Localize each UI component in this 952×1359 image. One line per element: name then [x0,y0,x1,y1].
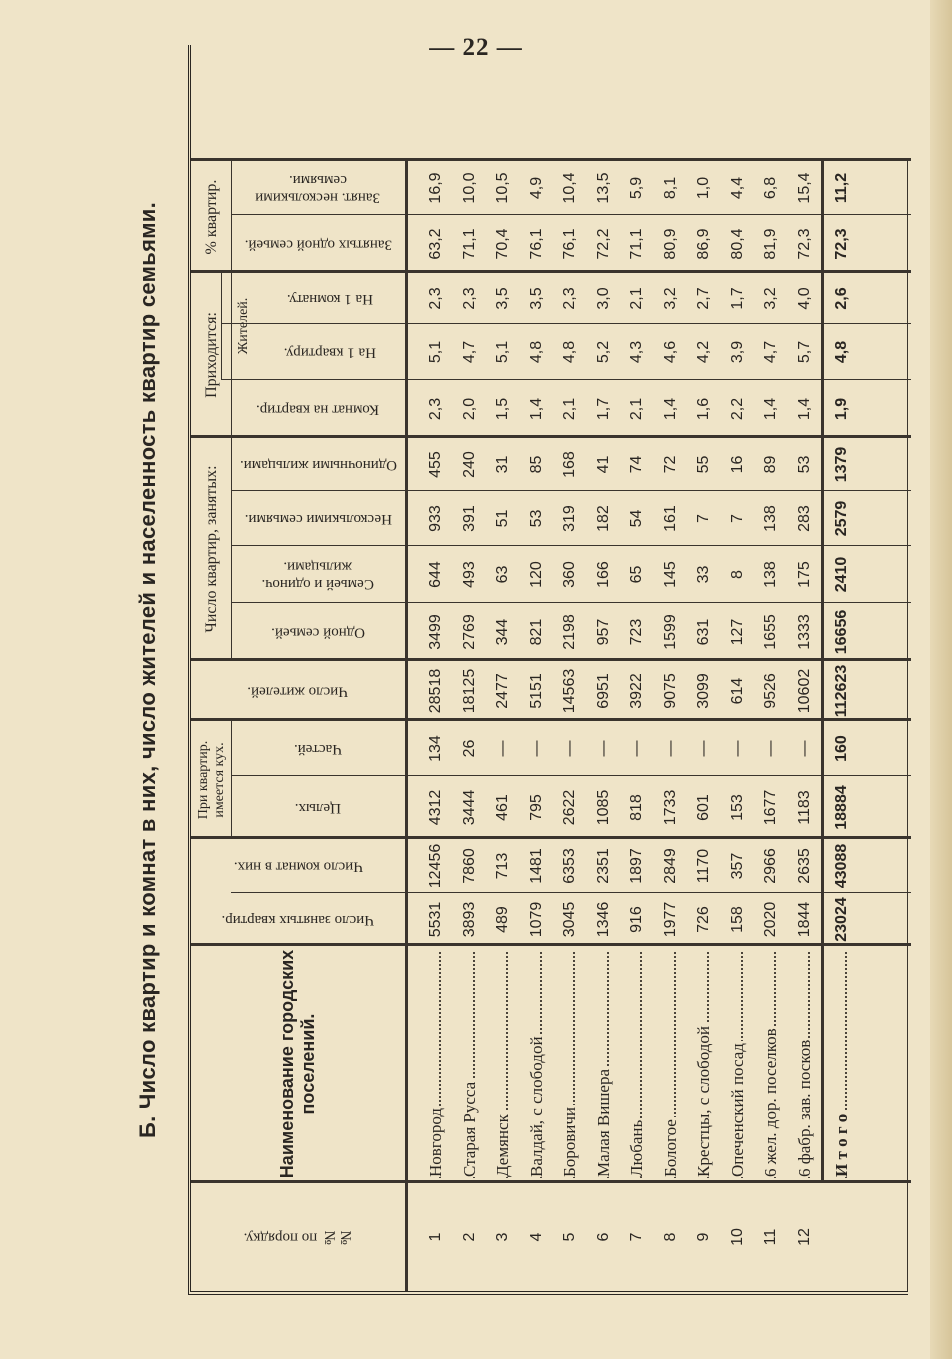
cell-pct-sev: 10,5 [494,172,511,204]
header-res-per-room [259,275,401,322]
cell-pct-sev: 4,9 [527,176,545,200]
cell-pct-sev: 4,4 [728,176,746,200]
cell-singles: 74 [628,455,645,474]
header-pct-one-text: Занятых одной семьей. [244,236,392,253]
cell-k-part: 134 [427,735,444,762]
header-pct-several-text: Занят. несколькими семьями. [255,172,381,206]
cell-rooms: 713 [494,852,511,880]
cell-rooms: 2351 [594,848,612,884]
cell-singles: 53 [795,455,813,474]
cell-one: 821 [527,618,545,646]
cell-several: 182 [594,505,612,532]
settlement-name: Малая Вишера [593,1068,613,1177]
row-name [788,946,821,1183]
cell-residents: 3099 [695,673,712,709]
row-number: 11 [762,1228,779,1246]
cell-res-apt: 5,2 [594,340,612,364]
cell-rooms: 1170 [695,848,712,884]
cell-pct-one: 72,3 [795,228,813,260]
cell-res-apt: 5,1 [427,340,444,364]
cell-residents: 614 [728,677,746,705]
header-pct-one [235,217,401,271]
row-number: 6 [594,1232,612,1242]
header-no [195,1187,401,1287]
cell-occupied: 1079 [527,901,545,938]
cell-occupied: 489 [494,906,511,933]
cell-res-room: 4,0 [795,287,813,310]
row-name [620,946,653,1183]
cell-k-whole: 1677 [762,789,779,826]
header-apt-several-text: Несколькими семьями. [244,511,392,528]
total-label [825,946,858,1183]
cell-one: 1599 [661,614,679,650]
row-name [754,946,787,1183]
cell-fam-single: 138 [762,561,779,588]
header-residents-text: Число жителей. [247,683,349,700]
cell-rpa: 1,4 [661,397,679,421]
header-kitchens-part-text: Частей. [293,741,343,758]
cell-res-room: 3,2 [762,287,779,310]
cell-res-room: 2,3 [460,287,478,310]
settlement-name: Крестцы, с слободой [694,1025,713,1177]
cell-residents: 10602 [795,668,813,714]
cell-residents: 9075 [661,673,679,709]
total-occupied: 23024 [833,897,850,942]
cell-several: 161 [661,505,679,532]
cell-singles: 240 [460,451,478,478]
cell-several: 391 [460,505,478,532]
cell-rooms: 2849 [661,848,679,884]
cell-pct-sev: 15,4 [795,172,813,204]
row-number: 9 [695,1232,712,1242]
cell-several: 283 [795,505,813,532]
settlement-name: Боровичи [560,1106,579,1177]
cell-occupied: 1346 [594,901,612,938]
row-number: 5 [561,1232,578,1242]
cell-res-room: 1,7 [728,287,746,310]
cell-rpa: 2,2 [728,397,746,421]
cell-several: 138 [762,505,779,532]
header-divider [405,161,408,1291]
total-several: 2579 [833,500,850,537]
row-number: 1 [427,1232,444,1242]
total-fam-single: 2410 [833,556,850,593]
total-pct-sev: 11,2 [833,172,850,204]
cell-singles: 168 [561,451,578,478]
header-no-text: №№ по порядку. [243,1229,353,1246]
table-title: Б. Число квартир и комнат в них, число жителей и населенность квартир семьями. [135,201,160,1139]
cell-residents: 3922 [628,673,645,709]
cell-res-apt: 4,3 [628,340,645,364]
row-name [486,946,519,1183]
cell-k-part: — [728,740,746,757]
settlement-name: 6 фабр. зав. посков [794,1039,814,1177]
cell-occupied: 3893 [460,901,478,938]
cell-singles: 85 [527,455,545,474]
total-rpa: 1,9 [833,397,850,421]
header-pct-several [235,163,401,213]
header-occupied-text: Число занятых квартир. [221,912,375,929]
cell-residents: 9526 [762,673,779,709]
cell-pct-one: 71,1 [460,228,478,260]
row-number: 10 [728,1228,746,1246]
cell-res-apt: 4,2 [695,340,712,364]
cell-k-whole: 3444 [460,789,478,826]
cell-several: 54 [628,509,645,528]
cell-pct-sev: 10,0 [460,172,478,204]
cell-pct-sev: 8,1 [661,176,679,200]
cell-rpa: 1,4 [527,397,545,421]
cell-pct-one: 71,1 [628,228,645,260]
cell-several: 51 [494,509,511,528]
cell-pct-sev: 10,4 [561,172,578,204]
cell-one: 957 [594,618,612,646]
header-apartments-group: Число квартир, занятых: [202,465,220,633]
cell-rpa: 1,5 [494,397,511,421]
group-header-divider [231,438,232,661]
header-apt-one-family-text: Одной семьей. [271,624,365,641]
cell-rpa: 2,1 [628,397,645,421]
header-res-per-apt-text: На 1 квартиру. [283,344,377,361]
header-residents [195,663,401,719]
cell-k-part: — [594,740,612,757]
cell-pct-sev: 1,0 [695,176,712,200]
cell-rpa: 2,1 [561,397,578,421]
cell-rooms: 7860 [460,848,478,884]
cell-several: 933 [427,505,444,532]
cell-one: 631 [695,618,712,646]
cell-pct-one: 70,4 [494,228,511,260]
header-kitchens-whole [235,778,401,837]
row-number: 3 [494,1232,511,1242]
cell-pct-one: 86,9 [695,228,712,260]
total-res-room: 2,6 [833,287,850,310]
header-rooms-per-apt [235,382,401,436]
total-one: 16656 [833,609,850,655]
header-kitchens-part [235,723,401,774]
cell-res-room: 2,3 [561,287,578,310]
header-apt-singles-text: Одиночными жильцами. [239,457,397,474]
cell-one: 1655 [762,614,779,650]
cell-rpa: 2,0 [460,397,478,421]
cell-rpa: 2,3 [427,397,444,421]
row-number: 2 [460,1232,478,1242]
cell-fam-single: 360 [561,561,578,588]
cell-fam-single: 175 [795,561,813,588]
total-label-text: И т о г о [832,1113,851,1177]
cell-res-room: 2,3 [427,287,444,310]
paper-edge [930,0,952,1359]
cell-k-whole: 818 [628,794,645,821]
cell-res-room: 3,2 [661,287,679,310]
cell-singles: 89 [762,455,779,474]
cell-k-part: — [494,740,511,757]
total-k-part: 160 [833,735,850,762]
cell-rooms: 2966 [762,848,779,884]
cell-residents: 2477 [494,673,511,709]
cell-rooms: 1481 [527,848,545,884]
cell-singles: 55 [695,455,712,474]
total-res-apt: 4,8 [833,340,850,364]
row-name [520,946,553,1183]
header-residents-group: Жителей. [235,297,251,355]
settlement-name: 6 жел. дор. поселков [761,1028,780,1177]
row-name [587,946,620,1183]
cell-rooms: 6353 [561,848,578,884]
table-bottom-line [907,161,908,1291]
cell-k-part: — [695,740,712,757]
cell-occupied: 3045 [561,901,578,938]
cell-pct-one: 72,2 [594,228,612,260]
header-per-group: Приходится: [202,312,220,398]
total-k-whole: 18884 [833,785,850,830]
cell-residents: 28518 [427,668,444,714]
cell-rpa: 1,6 [695,397,712,421]
cell-pct-one: 63,2 [427,228,444,260]
cell-residents: 14563 [561,668,578,714]
page-number: — 22 — [429,34,523,61]
cell-k-part: — [661,740,679,757]
total-singles: 1379 [833,446,850,483]
cell-fam-single: 63 [494,565,511,584]
header-pct-group: % квартир. [202,179,220,255]
cell-residents: 6951 [594,673,612,709]
cell-pct-one: 81,9 [762,228,779,260]
header-res-per-apt [259,326,401,378]
cell-singles: 31 [494,455,511,474]
cell-occupied: 726 [695,906,712,933]
statistics-table [188,45,908,1295]
cell-res-room: 3,5 [494,287,511,310]
cell-res-apt: 3,9 [728,340,746,364]
cell-res-apt: 4,8 [527,340,545,364]
cell-fam-single: 8 [728,570,746,579]
cell-fam-single: 145 [661,561,679,588]
cell-k-part: — [527,740,545,757]
cell-res-apt: 5,7 [795,340,813,364]
cell-residents: 5151 [527,673,545,709]
cell-one: 3499 [427,614,444,650]
cell-res-apt: 4,8 [561,340,578,364]
total-residents: 112623 [833,664,850,718]
row-name [654,946,687,1183]
header-apt-family-single-text: Семьей и одиноч. жильцами. [261,558,375,592]
cell-several: 53 [527,509,545,528]
row-number: 12 [795,1228,813,1246]
cell-pct-sev: 5,9 [628,176,645,200]
cell-several: 7 [728,514,746,523]
cell-k-part: — [762,740,779,757]
cell-k-whole: 1733 [661,789,679,826]
cell-res-apt: 4,6 [661,340,679,364]
cell-one: 2769 [460,614,478,650]
cell-fam-single: 65 [628,565,645,584]
cell-fam-single: 166 [594,561,612,588]
row-name [419,946,452,1183]
cell-one: 127 [728,618,746,646]
header-rooms-per-apt-text: Комнат на квартир. [256,401,380,418]
total-divider [821,161,824,1183]
header-apt-singles [235,440,401,489]
row-number: 8 [661,1232,679,1242]
cell-fam-single: 120 [527,561,545,588]
cell-res-room: 3,5 [527,287,545,310]
cell-k-part: — [628,740,645,757]
settlement-name: Бологое [660,1119,680,1177]
cell-rooms: 1897 [628,848,645,884]
cell-k-part: 26 [460,739,478,758]
cell-res-apt: 5,1 [494,340,511,364]
cell-occupied: 916 [628,906,645,933]
header-res-per-room-text: На 1 комнату. [286,291,374,308]
settlement-name: Новгород [426,1107,445,1177]
cell-occupied: 158 [728,906,746,933]
cell-res-room: 3,0 [594,287,612,310]
row-name [721,946,754,1183]
cell-k-whole: 153 [728,794,746,821]
cell-pct-one: 80,9 [661,228,679,260]
cell-k-whole: 1183 [795,790,813,825]
settlement-name: Любань [627,1119,646,1177]
cell-pct-sev: 6,8 [762,176,779,200]
total-pct-one: 72,3 [833,228,850,260]
cell-rpa: 1,7 [594,397,612,421]
cell-occupied: 5531 [427,901,444,938]
cell-singles: 41 [594,455,612,474]
cell-res-room: 2,7 [695,287,712,310]
cell-pct-one: 76,1 [527,228,545,260]
cell-rpa: 1,4 [795,397,813,421]
cell-fam-single: 33 [695,565,712,584]
group-header-divider [231,721,232,839]
row-number: 4 [527,1232,545,1242]
settlement-name: Старая Русса [459,1081,479,1177]
cell-fam-single: 644 [427,561,444,588]
header-apt-one-family [235,605,401,659]
cell-residents: 18125 [460,668,478,714]
cell-pct-sev: 13,5 [594,172,612,204]
cell-pct-one: 76,1 [561,228,578,260]
cell-res-apt: 4,7 [460,340,478,364]
cell-one: 2198 [561,614,578,650]
cell-pct-sev: 16,9 [427,172,444,204]
cell-fam-single: 493 [460,561,478,588]
cell-k-whole: 4312 [427,789,444,826]
cell-rooms: 357 [728,852,746,880]
cell-pct-one: 80,4 [728,228,746,260]
header-kitchens-group: При квартир. имеется кух. [195,740,227,820]
cell-res-room: 2,1 [628,287,645,310]
cell-k-whole: 461 [494,794,511,821]
cell-rooms: 2635 [795,848,813,884]
cell-res-apt: 4,7 [762,340,779,364]
row-name [453,946,486,1183]
cell-several: 7 [695,514,712,523]
cell-occupied: 1844 [795,901,813,938]
cell-singles: 72 [661,455,679,474]
cell-one: 344 [494,618,511,646]
cell-one: 1333 [795,614,813,650]
header-apt-several [235,493,401,544]
row-name [553,946,586,1183]
cell-singles: 455 [427,451,444,478]
header-rooms-text: Число комнат в них. [233,858,363,875]
cell-k-part: — [795,740,813,757]
cell-one: 723 [628,618,645,646]
header-rooms [195,841,401,891]
settlement-name: Демянск [493,1114,512,1177]
cell-occupied: 2020 [762,901,779,938]
header-occupied [195,895,401,944]
cell-rpa: 1,4 [762,397,779,421]
cell-k-whole: 1085 [594,789,612,826]
cell-k-whole: 2622 [561,789,578,826]
cell-rooms: 12456 [427,843,444,889]
header-name: Наименование городских поселений. [277,949,318,1179]
rotated-table-area [118,45,908,1295]
header-apt-family-single [235,548,401,601]
cell-singles: 16 [728,455,746,474]
total-rooms: 43088 [833,843,850,889]
cell-k-whole: 795 [527,794,545,821]
row-number: 7 [628,1232,645,1242]
header-kitchens-whole-text: Целых. [294,800,342,817]
settlement-name: Опеченский посад [727,1043,747,1177]
cell-several: 319 [561,505,578,532]
settlement-name: Валдай, с слободой [526,1036,546,1177]
cell-occupied: 1977 [661,901,679,938]
row-name [687,946,720,1183]
cell-k-whole: 601 [695,794,712,821]
group-header-divider [231,161,232,273]
cell-k-part: — [561,740,578,757]
